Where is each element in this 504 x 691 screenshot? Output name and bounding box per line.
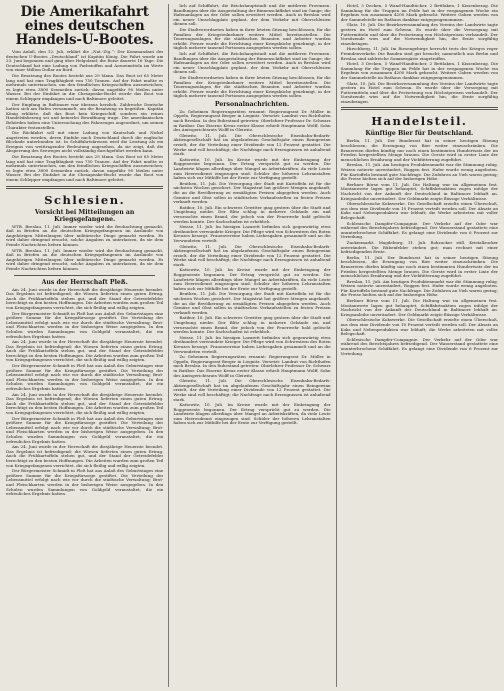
article-paragraph: Der Bürgermeister Schmidt in Pleß hat aus Anlaß des Geburtstages eine größere Summe für die Kriegsfürsorge gestiftet. Die Verteilung der Lebensmittel erfolgt nach wie vor durch die städtische Verwaltung; Brot- und Fleischkarten werden in der bisherigen Weise ausgegeben. In den Schulen wurden Sammlungen von Goldgeld veranstaltet, die ein erfreuliches Ergebnis hatten. bbox=[6, 363, 164, 392]
article-paragraph: lich auf Schiffahrt, die Reichshauptstadt und die mittleren Provinzen. Bandlungen über die Ausgestaltung der Binnenschiffahrt sind im Gange; die Hafenanlagen an der Oder sollen erweitert werden. Auch in Breslau wird ein neuer Umschlagplatz geplant, der dem Verkehr mit Oberschlesien dienen soll. bbox=[173, 4, 331, 27]
subheading: Vorsicht bei Mitteilungen an Kriegsgefangene. bbox=[34, 208, 135, 223]
article-paragraph: Berlin, 11. Juli. Der Bundesrat hat in seiner heutigen Sitzung beschlossen, die Erzeugung von Bier weiter einzuschränken. Die Brauereien dürfen künftig nur noch einen bestimmten Hundertsatz der im Frieden hergestellten Menge brauen. Die Gerste wird in erster Linie der menschlichen Ernährung und der Viehfütterung zugeführt. bbox=[340, 254, 498, 279]
article-paragraph: Ratibor, 10. Juli. Ein schweres Gewitter ging gestern über die Stadt und Umgebung nieder. Der Blitz schlug in mehrere Gebäude ein und verursachte einen Brand, der jedoch von der Feuerwehr bald gelöscht werden konnte. Der Sachschaden ist erheblich. bbox=[173, 315, 331, 335]
article-paragraph: Berlin, 11. Juli. Der Bundesrat hat in seiner heutigen Sitzung beschlossen, die Erzeugung von Bier weiter einzuschränken. Die Brauereien dürfen künftig nur noch einen bestimmten Hundertsatz der im Frieden hergestellten Menge brauen. Die Gerste wird in erster Linie der menschlichen Ernährung und der Viehfütterung zugeführt. bbox=[340, 138, 498, 162]
article-paragraph: Schlesische Dampfer-Compagnie. Der Verkehr auf der Oder war während des Berichtsjahres befriedigend. Der Wasserstand gestattete eine ununterbrochene Schiffahrt. Es gelangt eine Dividende von 6 Prozent zur Verteilung. bbox=[340, 336, 498, 356]
article-paragraph: Am 24. Juni wurde in der Herrschaft die diesjährige Heuernte beendet. Das Ergebnis ist befriedigend; die Wiesen lieferten einen guten Ertrag. Auch die Frühkartoffeln stehen gut, und der Stand der Getreidefelder berechtigt zu den besten Hoffnungen. Die Arbeiten wurden zum großen Teil von Kriegsgefangenen verrichtet, die sich fleißig und willig zeigten. bbox=[6, 444, 164, 468]
article-paragraph: Gleiwitz, 11. Juli. Die Oberschlesische Eisenbahn-Bedarfs-Aktiengesellschaft hat im abgelaufenen Geschäftsjahr einen Reingewinn erzielt, der die Verteilung einer Dividende von 12 Prozent gestattet. Die Werke sind voll beschäftigt; die Nachfrage nach Erzeugnissen ist anhaltend stark. bbox=[173, 378, 331, 402]
article-paragraph: Oberschlesische Kokswerke. Die Gesellschaft erzielte einen Überschuß, aus dem eine Dividende von 10 Prozent verteilt werden soll. Der Absatz an Koks und Nebenprodukten war lebhaft; die Werke arbeiteten mit voller Belegschaft. bbox=[340, 317, 498, 337]
article-paragraph: WTB. Breslau, 11. Juli. Immer wieder wird die Beobachtung gemacht, daß in Briefen an die deutschen Kriegsgefangenen im Auslande von Angehörigen Mitteilungen über militärische Dinge gemacht werden. Es wird daher dringend ersucht, solche Angaben zu unterlassen, da sie dem Feinde Nachrichten liefern können. bbox=[6, 223, 164, 247]
article-paragraph: Der Bürgermeister Schmidt in Pleß hat aus Anlaß des Geburtstages eine größere Summe für die Kriegsfürsorge gestiftet. Die Verteilung der Lebensmittel erfolgt nach wie vor durch die städtische Verwaltung; Brot- und Fleischkarten werden in der bisherigen Weise ausgegeben. In den Schulen wurden Sammlungen von Goldgeld veranstaltet, die ein erfreuliches Ergebnis hatten. bbox=[6, 468, 164, 497]
article-paragraph: Gleiwitz, 11. Juli. Die Oberschlesische Eisenbahn-Bedarfs-Aktiengesellschaft hat im abgelaufenen Geschäftsjahr einen Reingewinn erzielt, der die Verteilung einer Dividende von 12 Prozent gestattet. Die Werke sind voll beschäftigt; die Nachfrage nach Erzeugnissen ist anhaltend stark. bbox=[173, 243, 331, 267]
article-paragraph: Kattowitz, 10. Juli. Im Kreise wurde mit der Einbringung der Roggenernte begonnen. Der Ertrag verspricht gut zu werden. Die Landwirte klagen allerdings über Mangel an Arbeitskräften, da viele Leute zum Heeresdienst eingezogen sind. Schüler der höheren Lehranstalten haben sich zur Mithilfe bei der Ernte zur Verfügung gestellt. bbox=[173, 267, 331, 291]
divider bbox=[14, 275, 155, 276]
article-paragraph: Glatz, 10. Juli. Die Bezirksversammlung des Vereins der Landwirte tagte gestern im Hotel zum Schwan. Es wurde über die Versorgung mit Futtermitteln und über die Festsetzung von Höchstpreisen verhandelt. Der Vorsitzende wies auf die Notwendigkeit hin, die Ernte sorgfältig einzubringen. bbox=[340, 22, 498, 46]
article-paragraph: Am 24. Juni wurde in der Herrschaft die diesjährige Heuernte beendet. Das Ergebnis ist befriedigend; die Wiesen lieferten einen guten Ertrag. Auch die Frühkartoffeln stehen gut, und der Stand der Getreidefelder berechtigt zu den besten Hoffnungen. Die Arbeiten wurden zum großen Teil von Kriegsgefangenen verrichtet, die sich fleißig und willig zeigten. bbox=[6, 286, 164, 310]
column-middle bbox=[168, 4, 330, 687]
subheading: Künftige Bier für Deutschland. bbox=[365, 130, 474, 138]
subheading-personalnachrichten: Personalnachrichten. bbox=[214, 100, 290, 108]
article-paragraph: Neisse, 11. Juli. Im hiesigen Lazarett befinden sich gegenwärtig etwa dreihundert verwundete Krieger. Die Pflege wird von Schwestern des Roten Kreuzes besorgt. Frauenvereine haben Liebesgaben gesammelt und an die Verwundeten verteilt. bbox=[173, 224, 331, 243]
article-paragraph: Die Stadtverordneten haben in ihrer letzten Sitzung beschlossen, für die Familien der Kriegsteilnehmer weitere Mittel bereitzustellen. Die Teuerungszulagen für die städtischen Beamten und Arbeiter wurden erhöht. Ferner wurde die Errichtung einer Kriegsküche genehmigt, in der täglich mehrere tausend Portionen ausgegeben werden sollen. bbox=[173, 74, 331, 99]
section-divider bbox=[341, 107, 498, 110]
article-paragraph: Neisse, 11. Juli. Im hiesigen Lazarett befinden sich gegenwärtig etwa dreihundert verwundete Krieger. Die Pflege wird von Schwestern des Roten Kreuzes besorgt. Frauenvereine haben Liebesgaben gesammelt und an die Verwundeten verteilt. bbox=[173, 334, 331, 354]
article-headline: Die Amerikafahrt eines deutschen Handels-U-Bootes. bbox=[15, 4, 154, 48]
article-paragraph: Am 24. Juni wurde in der Herrschaft die diesjährige Heuernte beendet. Das Ergebnis ist befriedigend; die Wiesen lieferten einen guten Ertrag. Auch die Frühkartoffeln stehen gut, und der Stand der Getreidefelder berechtigt zu den besten Hoffnungen. Die Arbeiten wurden zum großen Teil von Kriegsgefangenen verrichtet, die sich fleißig und willig zeigten. bbox=[6, 391, 164, 415]
article-paragraph: Der Empfang in Baltimore war überaus herzlich. Zahlreiche Deutsche hatten sich am Hafen versammelt, um die Besatzung zu begrüßen. Kapitän König erklärte, daß das Boot kein Kriegsschiff, sondern ein reines Handelsfahrzeug sei und keinerlei Bewaffnung trage. Die amerikanischen Behörden haben eine Untersuchung des Fahrzeuges angeordnet, um seinen Charakter festzustellen. bbox=[6, 101, 164, 130]
article-paragraph: Beuthen, 11. Juli. Die Versorgung der Stadt mit Kartoffeln ist für die nächsten Wochen gesichert. Der Magistrat hat größere Mengen angekauft, die an die Bevölkerung zu ermäßigten Preisen abgegeben werden. Auch Gemüse und Obst sollen in städtischen Verkaufsstellen zu festen Preisen verkauft werden. bbox=[173, 291, 331, 315]
article-paragraph: Die Besatzung des Bootes besteht aus 29 Mann. Das Boot ist 65 Meter lang und hat eine Tragfähigkeit von 750 Tonnen. Auf der Fahrt mußte es mehrmals untertauchen, um den feindlichen Kriegsschiffen auszuweichen; es legte etwa 3800 Seemeilen zurück, davon ungefähr 90 Meilen unter Wasser. Bei der Einfahrt in die Chesapeake-Bucht wurde das Boot von einem Schlepper empfangen und nach Baltimore geleitet. bbox=[6, 72, 164, 101]
article-paragraph: Hotel, 3 Decken, 5 Wand-Handtücher, 2 Bettlaken, 1 Kissenbezug. Die Sammlung für die Truppen im Felde hat in der vergangenen Woche ein Ergebnis von zusammen 4200 Mark gebracht. Weitere Gaben werden von der Sammelstelle im Rathaus dankbar entgegengenommen. bbox=[340, 4, 498, 22]
article-paragraph: WTB. Breslau, 11. Juli. Immer wieder wird die Beobachtung gemacht, daß in Briefen an die deutschen Kriegsgefangenen im Auslande von Angehörigen Mitteilungen über militärische Dinge gemacht werden. Es wird daher dringend ersucht, solche Angaben zu unterlassen, da sie dem Feinde Nachrichten liefern können. bbox=[6, 247, 164, 271]
article-paragraph: Kattowitz, 10. Juli. Im Kreise wurde mit der Einbringung der Roggenernte begonnen. Der Ertrag verspricht gut zu werden. Die Landwirte klagen allerdings über Mangel an Arbeitskräften, da viele Leute zum Heeresdienst eingezogen sind. Schüler der höheren Lehranstalten haben sich zur Mithilfe bei der Ernte zur Verfügung gestellt. bbox=[173, 402, 331, 426]
article-paragraph: Kattowitz, 10. Juli. Im Kreise wurde mit der Einbringung der Roggenernte begonnen. Der Ertrag verspricht gut zu werden. Die Landwirte klagen allerdings über Mangel an Arbeitskräften, da viele Leute zum Heeresdienst eingezogen sind. Schüler der höheren Lehranstalten haben sich zur Mithilfe bei der Ernte zur Verfügung gestellt. bbox=[173, 156, 331, 181]
section-divider bbox=[6, 186, 163, 189]
article-paragraph: Berliner Börse vom 11. Juli. Die Haltung war im allgemeinen fest. Montanwerte lagen gut behauptet, Schiffahrtsaktien zogen infolge der Nachricht von der Ankunft der Deutschland in Baltimore lebhaft an. Kriegsanleihe unverändert. Der Geldmarkt zeigte flüssige Verhältnisse. bbox=[340, 181, 498, 201]
article-paragraph: Berliner Börse vom 11. Juli. Die Haltung war im allgemeinen fest. Montanwerte lagen gut behauptet, Schiffahrtsaktien zogen infolge der Nachricht von der Ankunft der Deutschland in Baltimore lebhaft an. Kriegsanleihe unverändert. Der Geldmarkt zeigte flüssige Verhältnisse. bbox=[340, 298, 498, 317]
column-right bbox=[336, 4, 498, 687]
article-paragraph: Breslau, 11. Juli. Am heutigen Produktenmarkt war die Stimmung ruhig. Weizen notierte unverändert, Roggen fest. Hafer wurde wenig angeboten. Für Kartoffeln bestand gute Nachfrage. Die Zufuhren an Vieh waren gering; die Preise hielten sich auf der bisherigen Höhe. bbox=[340, 162, 498, 182]
article-paragraph: Breslau, 11. Juli. Am heutigen Produktenmarkt war die Stimmung ruhig. Weizen notierte unverändert, Roggen fest. Hafer wurde wenig angeboten. Für Kartoffeln bestand gute Nachfrage. Die Zufuhren an Vieh waren gering; die Preise hielten sich auf der bisherigen Höhe. bbox=[340, 278, 498, 298]
article-paragraph: Zu Geheimen Regierungsräten ernannt: Regierungsrat Dr. Müller in Oppeln, Regierungsrat Berger in Liegnitz. Versetzt: Landrat von Richthofen nach Breslau. In den Ruhestand getreten: Oberlehrer Professor Dr. Schwarz in Ratibor. Das Eiserne Kreuz erster Klasse erhielt Hauptmann Wolff, Sohn des Amtsgerichtsrats Wolff in Gleiwitz. bbox=[173, 108, 331, 133]
section-heading-handelsteil: Handelsteil. bbox=[371, 114, 468, 129]
article-paragraph: Schlesische Dampfer-Compagnie. Der Verkehr auf der Oder war während des Berichtsjahres befriedigend. Der Wasserstand gestattete eine ununterbrochene Schiffahrt. Es gelangt eine Dividende von 6 Prozent zur Verteilung. bbox=[340, 220, 498, 240]
article-paragraph: Glatz, 10. Juli. Die Bezirksversammlung des Vereins der Landwirte tagte gestern im Hotel zum Schwan. Es wurde über die Versorgung mit Futtermitteln und über die Festsetzung von Höchstpreisen verhandelt. Der Vorsitzende wies auf die Notwendigkeit hin, die Ernte sorgfältig einzubringen. bbox=[340, 80, 498, 104]
columns bbox=[6, 4, 498, 687]
section-heading-schlesien: Schlesien. bbox=[44, 192, 126, 207]
article-paragraph: Der Bürgermeister Schmidt in Pleß hat aus Anlaß des Geburtstages eine größere Summe für die Kriegsfürsorge gestiftet. Die Verteilung der Lebensmittel erfolgt nach wie vor durch die städtische Verwaltung; Brot- und Fleischkarten werden in der bisherigen Weise ausgegeben. In den Schulen wurden Sammlungen von Goldgeld veranstaltet, die ein erfreuliches Ergebnis hatten. bbox=[6, 310, 164, 339]
article-paragraph: Beuthen, 11. Juli. Die Versorgung der Stadt mit Kartoffeln ist für die nächsten Wochen gesichert. Der Magistrat hat größere Mengen angekauft, die an die Bevölkerung zu ermäßigten Preisen abgegeben werden. Auch Gemüse und Obst sollen in städtischen Verkaufsstellen zu festen Preisen verkauft werden. bbox=[173, 180, 331, 205]
article-paragraph: Die Stadtverordneten haben in ihrer letzten Sitzung beschlossen, für die Familien der Kriegsteilnehmer weitere Mittel bereitzustellen. Die Teuerungszulagen für die städtischen Beamten und Arbeiter wurden erhöht. Ferner wurde die Errichtung einer Kriegsküche genehmigt, in der täglich mehrere tausend Portionen ausgegeben werden sollen. bbox=[173, 26, 331, 51]
article-paragraph: Zuckermarkt. Magdeburg, 11. Juli. Rohzucker still, Kristallzucker unverändert. Die Rübenfelder stehen gut; man rechnet mit einer befriedigenden Ernte. bbox=[340, 239, 498, 255]
article-paragraph: Der Bürgermeister Schmidt in Pleß hat aus Anlaß des Geburtstages eine größere Summe für die Kriegsfürsorge gestiftet. Die Verteilung der Lebensmittel erfolgt nach wie vor durch die städtische Verwaltung; Brot- und Fleischkarten werden in der bisherigen Weise ausgegeben. In den Schulen wurden Sammlungen von Goldgeld veranstaltet, die ein erfreuliches Ergebnis hatten. bbox=[6, 415, 164, 444]
column-left bbox=[6, 4, 163, 687]
article-intro: Vom Anlaß, den 12. Juli, erklärt die „Nat.-Ztg.“: Der Kommandant des deutschen U-Bootes „Deutschland“ ist Kapitän König. Die Fahrt wurde am 23. Juni begonnen und ging über Helgoland; die Reise dauerte 16 Tage. Die Deutschland hat eine Ladung von Farbstoffen und Arzneimitteln im Werte von einer Million Dollar an Bord. bbox=[6, 49, 164, 73]
article-paragraph: Die Besatzung des Bootes besteht aus 29 Mann. Das Boot ist 65 Meter lang und hat eine Tragfähigkeit von 750 Tonnen. Auf der Fahrt mußte es mehrmals untertauchen, um den feindlichen Kriegsschiffen auszuweichen; es legte etwa 3800 Seemeilen zurück, davon ungefähr 90 Meilen unter Wasser. Bei der Einfahrt in die Chesapeake-Bucht wurde das Boot von einem Schlepper empfangen und nach Baltimore geleitet. bbox=[6, 154, 164, 183]
article-paragraph: lich auf Schiffahrt, die Reichshauptstadt und die mittleren Provinzen. Bandlungen über die Ausgestaltung der Binnenschiffahrt sind im Gange; die Hafenanlagen an der Oder sollen erweitert werden. Auch in Breslau wird ein neuer Umschlagplatz geplant, der dem Verkehr mit Oberschlesien dienen soll. bbox=[173, 50, 331, 75]
article-paragraph: Hirschberg, 11. Juli. Im Riesengebirge herrscht trotz des Krieges reger Fremdenverkehr. Die Bauden sind gut besucht; namentlich aus Berlin und Breslau sind zahlreiche Sommergäste eingetroffen. bbox=[340, 46, 498, 61]
article-paragraph: Hotel, 3 Decken, 5 Wand-Handtücher, 2 Bettlaken, 1 Kissenbezug. Die Sammlung für die Truppen im Felde hat in der vergangenen Woche ein Ergebnis von zusammen 4200 Mark gebracht. Weitere Gaben werden von der Sammelstelle im Rathaus dankbar entgegengenommen. bbox=[340, 61, 498, 80]
subheading: Aus der Herrschaft Pleß. bbox=[41, 278, 128, 286]
article-paragraph: Gleiwitz, 11. Juli. Die Oberschlesische Eisenbahn-Bedarfs-Aktiengesellschaft hat im abgelaufenen Geschäftsjahr einen Reingewinn erzielt, der die Verteilung einer Dividende von 12 Prozent gestattet. Die Werke sind voll beschäftigt; die Nachfrage nach Erzeugnissen ist anhaltend stark. bbox=[173, 132, 331, 157]
article-paragraph: Die Rückfahrt soll mit einer Ladung von Kautschuk und Nickel angetreten werden, deren Einfuhr nach Deutschland durch die englische Blockade unterbunden ist. In Schiffahrtskreisen wird die Leistung als ein Ereignis von weittragender Bedeutung angesehen, da sie zeigt, daß die Absperrung des Seeweges nicht vollständig durchgeführt werden kann. bbox=[6, 130, 164, 154]
article-paragraph: Oberschlesische Kokswerke. Die Gesellschaft erzielte einen Überschuß, aus dem eine Dividende von 10 Prozent verteilt werden soll. Der Absatz an Koks und Nebenprodukten war lebhaft; die Werke arbeiteten mit voller Belegschaft. bbox=[340, 201, 498, 220]
article-paragraph: Zu Geheimen Regierungsräten ernannt: Regierungsrat Dr. Müller in Oppeln, Regierungsrat Berger in Liegnitz. Versetzt: Landrat von Richthofen nach Breslau. In den Ruhestand getreten: Oberlehrer Professor Dr. Schwarz in Ratibor. Das Eiserne Kreuz erster Klasse erhielt Hauptmann Wolff, Sohn des Amtsgerichtsrats Wolff in Gleiwitz. bbox=[173, 354, 331, 378]
article-paragraph: Am 24. Juni wurde in der Herrschaft die diesjährige Heuernte beendet. Das Ergebnis ist befriedigend; die Wiesen lieferten einen guten Ertrag. Auch die Frühkartoffeln stehen gut, und der Stand der Getreidefelder berechtigt zu den besten Hoffnungen. Die Arbeiten wurden zum großen Teil von Kriegsgefangenen verrichtet, die sich fleißig und willig zeigten. bbox=[6, 339, 164, 363]
article-paragraph: Ratibor, 10. Juli. Ein schweres Gewitter ging gestern über die Stadt und Umgebung nieder. Der Blitz schlug in mehrere Gebäude ein und verursachte einen Brand, der jedoch von der Feuerwehr bald gelöscht werden konnte. Der Sachschaden ist erheblich. bbox=[173, 204, 331, 224]
